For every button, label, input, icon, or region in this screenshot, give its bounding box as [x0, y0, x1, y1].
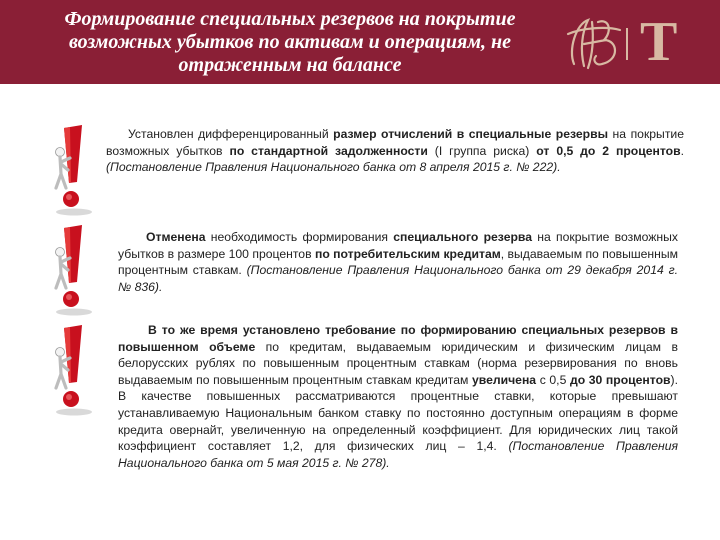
body-text: на покрытие возможных убытков в размере 100 процентов	[118, 230, 679, 261]
citation-text: (Постановление Правления Национального банка от 8 апреля 2015 г. № 222).	[106, 160, 561, 175]
body-text: ). В качестве повышенных рассматриваются процентные ставки, которые превышают устанавливаемую Национальным банком ставку по постоянно доступным операциям в форме кредита овернайт, увеличенную на определенный коэффициент. Для юридических лиц такой коэффициент составляет 1,2, для физических лиц – 1,4.	[118, 372, 678, 454]
body-text: (I группа риска)	[427, 143, 537, 158]
bold-text: от 0,5 до 2 процентов	[536, 143, 681, 158]
bold-text: по потребительским кредитам	[314, 246, 501, 261]
logo-divider	[626, 28, 628, 60]
citation-text: (Постановление Правления Национального банка от 5 мая 2015 г. № 278).	[118, 439, 678, 470]
bold-text: специального резерва	[393, 230, 533, 244]
header-bar	[0, 0, 720, 84]
bank-logo-monogram-icon	[562, 10, 712, 76]
body-text: с 0,5	[536, 372, 570, 387]
increased-reserve-paragraph	[118, 322, 678, 471]
bold-text: В то же время установлено требование по формированию специальных резервов в повышенном объеме	[118, 323, 678, 354]
logo-letter: Т	[640, 11, 678, 73]
citation-text: (Постановление Правления Национального банка от 29 декабря 2014 г. № 836).	[118, 263, 678, 294]
bold-text: размер отчислений в специальные резервы	[333, 127, 608, 141]
exclamation-figure-icon	[48, 122, 98, 218]
body-text: по кредитам, выдаваемым юридическим и физическим лицам в белорусских рублях по повышенным процентным ставкам (норма резервирования по вновь выдаваемым по повышенным процентным ставкам кредитам	[118, 339, 678, 387]
bold-text: до 30 процентов	[569, 372, 671, 387]
exclamation-figure-icon	[48, 322, 98, 418]
bold-text: увеличена	[471, 372, 537, 387]
body-text: Установлен дифференцированный	[128, 127, 334, 141]
body-text: , выдаваемым по повышенным процентным ставкам.	[118, 246, 678, 278]
reserve-rate-paragraph	[106, 126, 684, 176]
page-title: Формирование специальных резервов на покрытие возможных убытков по активам и операциям, не отраженным на балансе	[64, 8, 516, 76]
bold-text: по стандартной задолженности	[229, 143, 428, 158]
body-text: необходимость формирования	[205, 230, 394, 244]
consumer-credit-paragraph	[118, 229, 678, 295]
exclamation-figure-icon	[48, 222, 98, 318]
bold-text: Отменена	[146, 230, 206, 244]
body-text: .	[680, 143, 685, 158]
body-text: на покрытие возможных убытков	[106, 127, 684, 158]
